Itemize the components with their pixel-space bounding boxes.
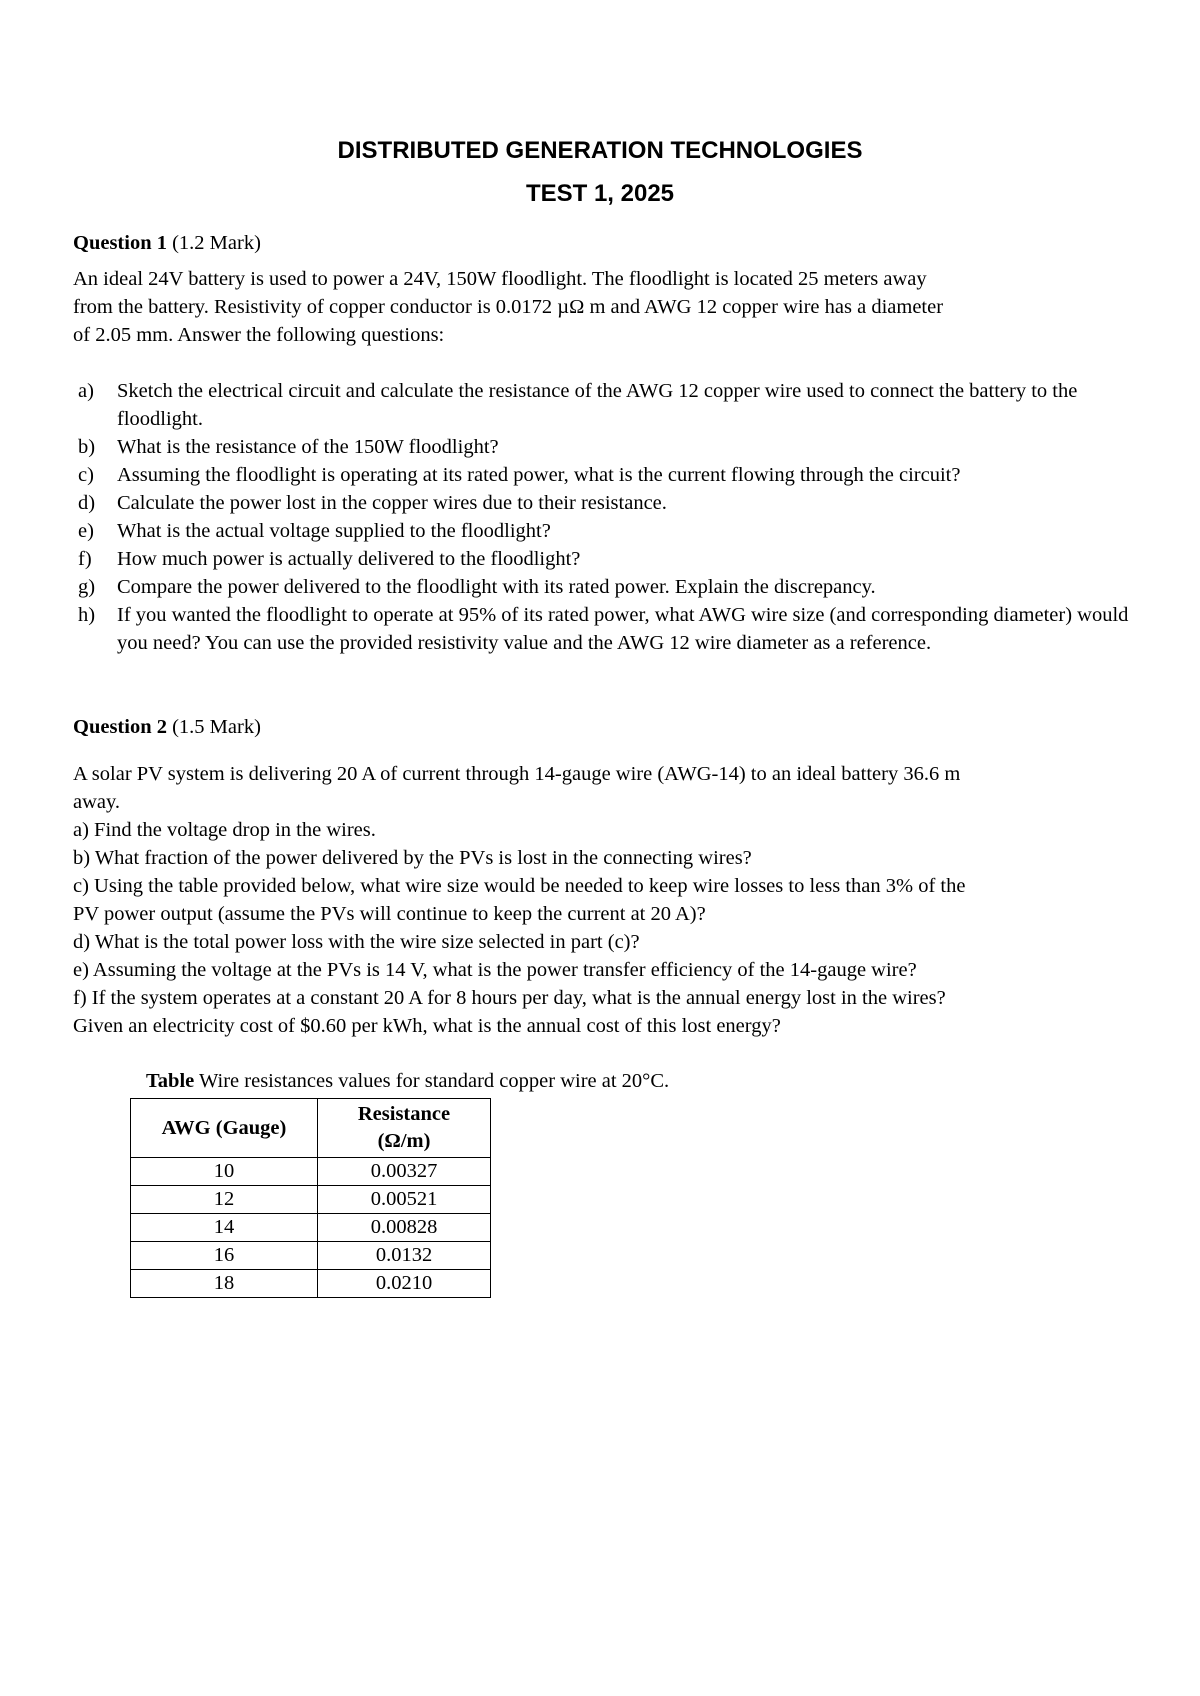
part-label: h): [78, 604, 96, 626]
part-text: How much power is actually delivered to the floodlight?: [117, 548, 581, 570]
part-text: What is the actual voltage supplied to the floodlight?: [117, 520, 551, 542]
question-1-part: [73, 545, 1135, 573]
question-1-intro-line: of 2.05 mm. Answer the following questions:: [73, 324, 445, 346]
resistance-cell: 0.00521: [318, 1186, 491, 1214]
question-1-part: [73, 377, 1135, 433]
header-resistance-unit: (Ω/m): [377, 1130, 431, 1152]
table-caption-label: Table: [146, 1070, 195, 1092]
part-text: Compare the power delivered to the floodlight with its rated power. Explain the discrepancy.: [117, 576, 876, 598]
table-row: [131, 1242, 491, 1270]
table-caption-text: Wire resistances values for standard copper wire at 20°C.: [194, 1070, 670, 1092]
question-2-line: b) What fraction of the power delivered by the PVs is lost in the connecting wires?: [73, 847, 752, 869]
question-1-part: [73, 517, 1135, 545]
question-1-label: Question 1: [73, 232, 167, 254]
part-label: f): [78, 548, 92, 570]
question-1-part: [73, 461, 1135, 489]
question-1-parts: [73, 377, 1135, 657]
page-title: DISTRIBUTED GENERATION TECHNOLOGIES: [337, 137, 863, 164]
awg-cell: 16: [131, 1242, 318, 1270]
question-1-part: [73, 573, 1135, 601]
question-2-line: away.: [73, 791, 121, 813]
part-text: If you wanted the floodlight to operate at 95% of its rated power, what AWG wire size (and corresponding diameter) would you need? You can use the provided resistivity value and the AWG 12 wire diameter as a reference.: [117, 604, 1129, 654]
table-header-row: [131, 1099, 491, 1158]
resistance-cell: 0.00828: [318, 1214, 491, 1242]
page-subtitle: TEST 1, 2025: [525, 180, 675, 207]
awg-cell: 10: [131, 1158, 318, 1186]
question-2-line: Given an electricity cost of $0.60 per kWh, what is the annual cost of this lost energy?: [73, 1015, 781, 1037]
question-2-line: a) Find the voltage drop in the wires.: [73, 819, 376, 841]
part-text: Calculate the power lost in the copper wires due to their resistance.: [117, 492, 667, 514]
part-text: Assuming the floodlight is operating at its rated power, what is the current flowing through the circuit?: [117, 464, 961, 486]
question-2-line: A solar PV system is delivering 20 A of current through 14-gauge wire (AWG-14) to an ideal battery 36.6 m: [73, 763, 961, 785]
question-1-part: [73, 433, 1135, 461]
table-row: [131, 1214, 491, 1242]
question-1-intro-line: from the battery. Resistivity of copper conductor is 0.0172 µΩ m and AWG 12 copper wire has a diameter: [73, 296, 944, 318]
question-2-marks: (1.5 Mark): [172, 716, 261, 738]
part-label: g): [78, 576, 96, 598]
question-2-line: e) Assuming the voltage at the PVs is 14 V, what is the power transfer efficiency of the 14-gauge wire?: [73, 959, 917, 981]
question-2-line: c) Using the table provided below, what wire size would be needed to keep wire losses to less than 3% of the: [73, 875, 966, 897]
table-row: [131, 1158, 491, 1186]
question-1-marks: (1.2 Mark): [172, 232, 261, 254]
awg-cell: 14: [131, 1214, 318, 1242]
part-label: b): [78, 436, 96, 458]
wire-resistance-table: [130, 1098, 491, 1298]
part-text: Sketch the electrical circuit and calculate the resistance of the AWG 12 copper wire used to connect the battery to the floodlight.: [117, 380, 1078, 430]
question-1-part: [73, 489, 1135, 517]
question-1-heading: [73, 229, 261, 257]
header-resistance-label: Resistance: [357, 1103, 451, 1125]
header-resistance: [318, 1099, 491, 1158]
question-2-line: PV power output (assume the PVs will continue to keep the current at 20 A)?: [73, 903, 706, 925]
awg-cell: 18: [131, 1270, 318, 1298]
header-awg: AWG (Gauge): [131, 1099, 318, 1158]
part-label: c): [78, 464, 94, 486]
part-label: a): [78, 380, 94, 402]
question-1-part: [73, 601, 1135, 657]
table-row: [131, 1186, 491, 1214]
resistance-cell: 0.00327: [318, 1158, 491, 1186]
awg-cell: 12: [131, 1186, 318, 1214]
question-1-intro-line: An ideal 24V battery is used to power a 24V, 150W floodlight. The floodlight is located 25 meters away: [73, 268, 927, 290]
question-2-line: d) What is the total power loss with the wire size selected in part (c)?: [73, 931, 640, 953]
part-label: e): [78, 520, 94, 542]
resistance-cell: 0.0132: [318, 1242, 491, 1270]
question-2-body: [73, 760, 1133, 1040]
resistance-cell: 0.0210: [318, 1270, 491, 1298]
part-label: d): [78, 492, 96, 514]
part-text: What is the resistance of the 150W floodlight?: [117, 436, 499, 458]
question-1-intro: [73, 265, 1133, 349]
table-caption: [146, 1067, 669, 1095]
question-2-heading: [73, 713, 261, 741]
question-2-line: f) If the system operates at a constant 20 A for 8 hours per day, what is the annual energy lost in the wires?: [73, 987, 946, 1009]
question-2-label: Question 2: [73, 716, 167, 738]
table-row: [131, 1270, 491, 1298]
